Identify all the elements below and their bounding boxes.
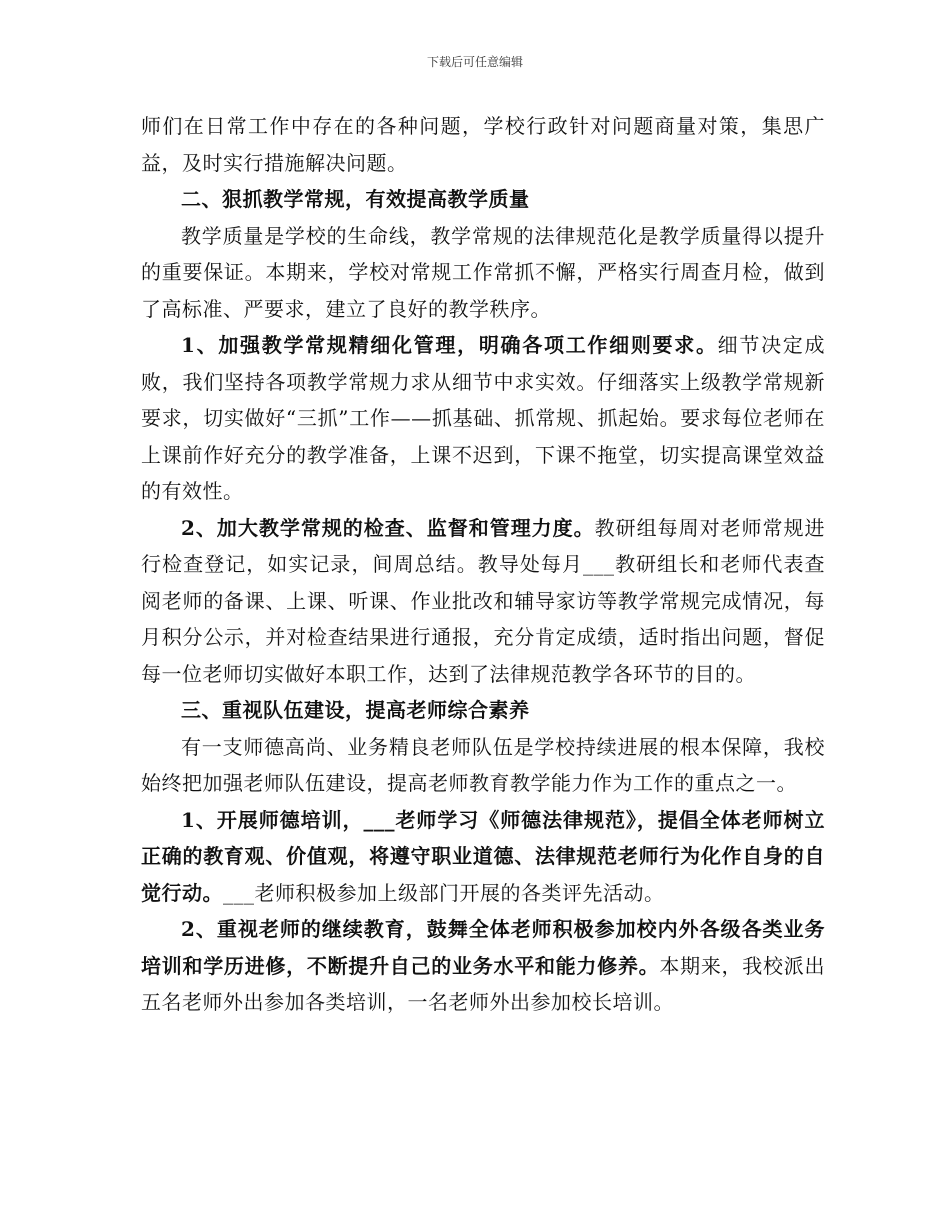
section-heading-3 xyxy=(141,692,825,729)
paragraph-3 xyxy=(141,218,825,328)
document-body xyxy=(141,108,825,1021)
paragraph-8-bold: 1、开展师德培训，___老师学习《师德法律规范》，提倡全体老师树立正确的教育观、价值观，将遵守职业道德、法律规范老师行为化作自身的自觉行动。 xyxy=(141,807,825,905)
paragraph-9-bold: 2、重视老师的继续教育，鼓舞全体老师积极参加校内外各级各类业务培训和学历进修，不断提升自己的业务水平和能力修养。 xyxy=(141,917,825,978)
paragraph-5-text: 教研组每周对老师常规进行检查登记，如实记录，间周总结。教导处每月___教研组长和老师代表查阅老师的备课、上课、听课、作业批改和辅导家访等教学常规完成情况，每月积分公示，并对检查结果进行通报，充分肯定成绩，适时指出问题，督促每一位老师切实做好本职工作，达到了法律规范教学各环节的目的。 xyxy=(141,515,825,686)
paragraph-4-bold: 1、加强教学常规精细化管理，明确各项工作细则要求。 xyxy=(181,333,718,357)
paragraph-1-text: 师们在日常工作中存在的各种问题，学校行政针对问题商量对策，集思广益，及时实行措施解决问题。 xyxy=(141,114,825,175)
paragraph-7 xyxy=(141,729,825,802)
paragraph-4-text: 细节决定成败，我们坚持各项教学常规力求从细节中求实效。仔细落实上级教学常规新要求，切实做好“三抓”工作——抓基础、抓常规、抓起始。要求每位老师在上课前作好充分的教学准备，上课不迟到，下课不拖堂，切实提高课堂效益的有效性。 xyxy=(141,333,825,503)
paragraph-5 xyxy=(141,510,825,693)
section-heading-2-text: 二、狠抓教学常规，有效提高教学质量 xyxy=(181,187,530,211)
paragraph-4 xyxy=(141,327,825,510)
section-heading-2 xyxy=(141,181,825,218)
paragraph-9-text: 本期来，我校派出五名老师外出参加各类培训，一名老师外出参加校长培训。 xyxy=(141,953,825,1014)
page-header: 下载后可任意编辑 xyxy=(426,55,523,69)
paragraph-7-text: 有一支师德高尚、业务精良老师队伍是学校持续进展的根本保障，我校始终把加强老师队伍建设，提高老师教育教学能力作为工作的重点之一。 xyxy=(141,734,825,795)
paragraph-5-bold: 2、加大教学常规的检查、监督和管理力度。 xyxy=(181,515,595,540)
paragraph-9 xyxy=(141,911,825,1021)
paragraph-8-text: ___老师积极参加上级部门开展的各类评先活动。 xyxy=(223,880,665,905)
paragraph-8 xyxy=(141,802,825,912)
paragraph-3-text: 教学质量是学校的生命线，教学常规的法律规范化是教学质量得以提升的重要保证。本期来，学校对常规工作常抓不懈，严格实行周查月检，做到了高标准、严要求，建立了良好的教学秩序。 xyxy=(141,223,825,321)
section-heading-3-text: 三、重视队伍建设，提高老师综合素养 xyxy=(181,698,530,722)
paragraph-1 xyxy=(141,108,825,181)
